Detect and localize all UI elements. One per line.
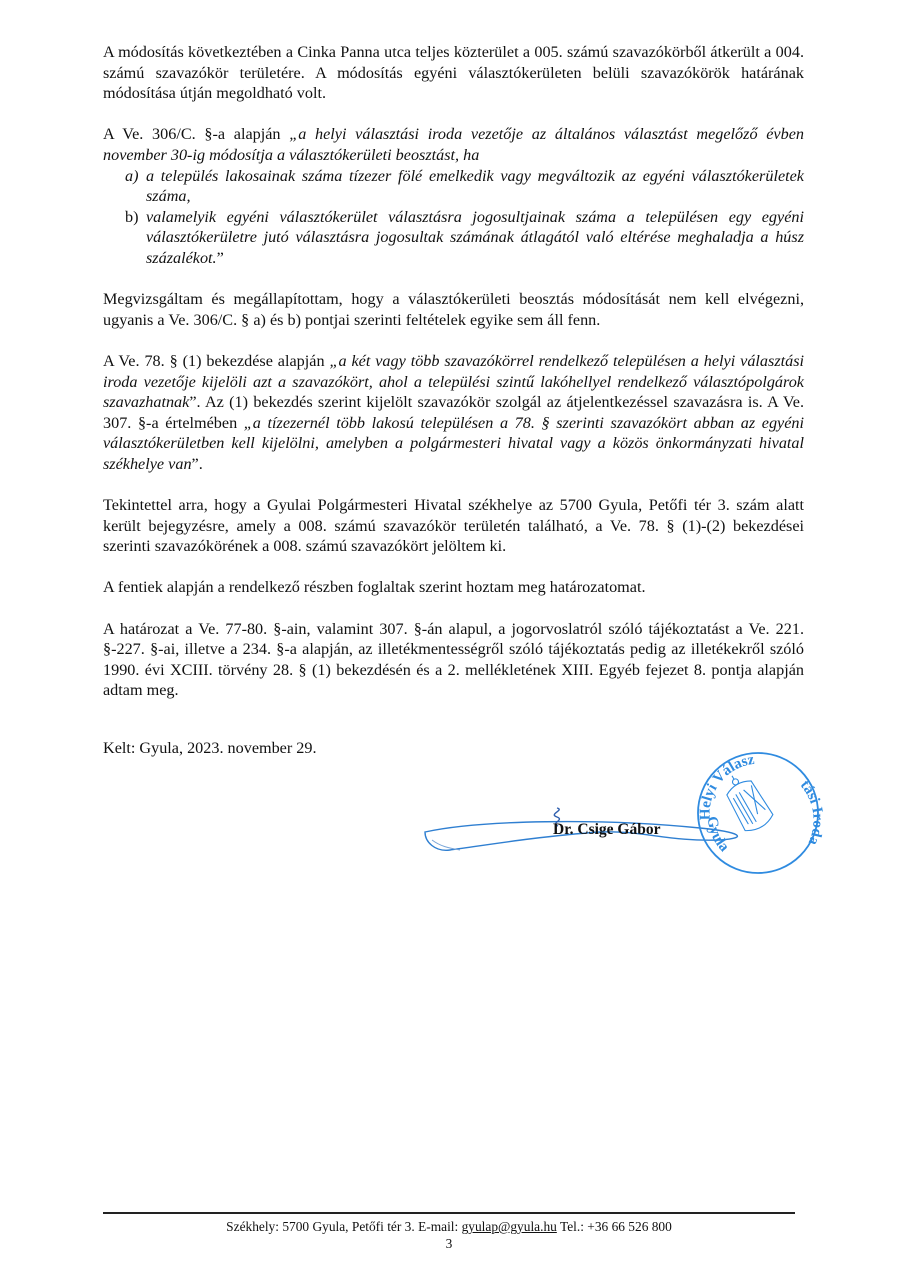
paragraph-lead: A Ve. 306/C. §-a alapján xyxy=(103,125,290,144)
footer-phone: Tel.: +36 66 526 800 xyxy=(556,1219,672,1234)
closing-quote: ” xyxy=(216,248,224,267)
date-line: Kelt: Gyula, 2023. november 29. xyxy=(103,739,317,757)
legal-quote: „a helyi választási iroda vezetője az általános választást megelőző évben november 30-ig módosítja a választókerületi beosztást, ha xyxy=(103,125,804,164)
signer-name: Dr. Csige Gábor xyxy=(553,821,661,838)
list-item xyxy=(103,166,804,207)
paragraph-mid: ”. Az (1) bekezdés szerint kijelölt szavazókör szolgál az átjelentkezéssel szavazásra is. A Ve. 307. §-a értelmében xyxy=(103,393,804,432)
condition-list xyxy=(103,166,804,269)
svg-text:Helyi Válasz: Helyi Válasz xyxy=(697,751,756,821)
list-item-text: a település lakosainak száma tízezer fölé emelkedik vagy megváltozik az egyéni választókerületek száma, xyxy=(146,166,804,206)
legal-quote: „a két vagy több szavazókörrel rendelkező településen a helyi választási iroda vezetője kijelöli azt a szavazókört, ahol a települési szintű lakóhellyel rendelkező választópolgárok szavazhatnak xyxy=(103,351,805,412)
paragraph-tail: ”. xyxy=(191,454,203,473)
footer-email-link[interactable]: gyulap@gyula.hu xyxy=(461,1219,557,1234)
paragraph-lead: A Ve. 78. § (1) bekezdése alapján xyxy=(103,351,330,370)
paragraph-ve-306c xyxy=(103,124,804,165)
paragraph-legal-basis: A határozat a Ve. 77-80. §-ain, valamint 307. §-án alapul, a jogorvoslatról szóló tájékoztatást a Ve. 221. §-227. §-ai, illetve a 234. §-a alapján, az illetékmentességről szóló tájékoztatás pedig az illetékekről szóló 1990. évi XCIII. törvény 28. § (1) bekezdésén és a 2. mellékletének XIII. Egyéb fejezet 8. pontja alapján adtam meg. xyxy=(103,619,804,700)
page-number: 3 xyxy=(445,1236,453,1251)
list-marker: b) xyxy=(125,207,139,226)
paragraph-ve-78 xyxy=(103,351,804,475)
paragraph-modification-result: A módosítás következtében a Cinka Panna utca teljes közterület a 005. számú szavazókörből átkerült a 004. számú szavazókör területére. A módosítás egyéni választókerületen belüli szavazókörök határának módosítása útján megoldható volt. xyxy=(103,43,804,103)
paragraph-designation: Tekintettel arra, hogy a Gyulai Polgármesteri Hivatal székhelye az 5700 Gyula, Petőfi tér 3. szám alatt került bejegyzésre, amely a 008. számú szavazókör területén található, a Ve. 78. § (1)-(2) bekezdései szerinti szavazókörének a 008. számú szavazókört jelöltem ki. xyxy=(103,496,804,556)
footer-address: Székhely: 5700 Gyula, Petőfi tér 3. E-mail: xyxy=(226,1219,462,1234)
list-marker: a) xyxy=(125,166,139,185)
paragraph-examination: Megvizsgáltam és megállapítottam, hogy a választókerületi beosztás módosítását nem kell elvégezni, ugyanis a Ve. 306/C. § a) és b) pontjai szerinti feltételek egyike sem áll fenn. xyxy=(103,290,804,329)
legal-quote: „a tízezernél több lakosú településen a 78. § szerinti szavazókört abban az egyéni választókerületben kell kijelölni, amelyben a polgármesteri hivatal vagy a közös önkormányzati hivatal székhelye van xyxy=(103,413,804,473)
paragraph-decision: A fentiek alapján a rendelkező részben foglaltak szerint hoztam meg határozatomat. xyxy=(103,578,646,597)
svg-text:Gyula: Gyula xyxy=(703,815,732,855)
footer-divider xyxy=(103,1212,795,1214)
list-item xyxy=(103,207,804,269)
list-item-text: valamelyik egyéni választókerület választásra jogosultjainak száma a településen egy egyéni választókerületre jutó választásra jogosultak számának átlagától való eltérése meghaladja a húsz százalékot. xyxy=(146,207,804,267)
document-body xyxy=(103,42,804,722)
svg-text:tási Iroda: tási Iroda xyxy=(796,777,826,848)
official-stamp-icon xyxy=(688,745,828,875)
page-footer xyxy=(103,1218,795,1252)
